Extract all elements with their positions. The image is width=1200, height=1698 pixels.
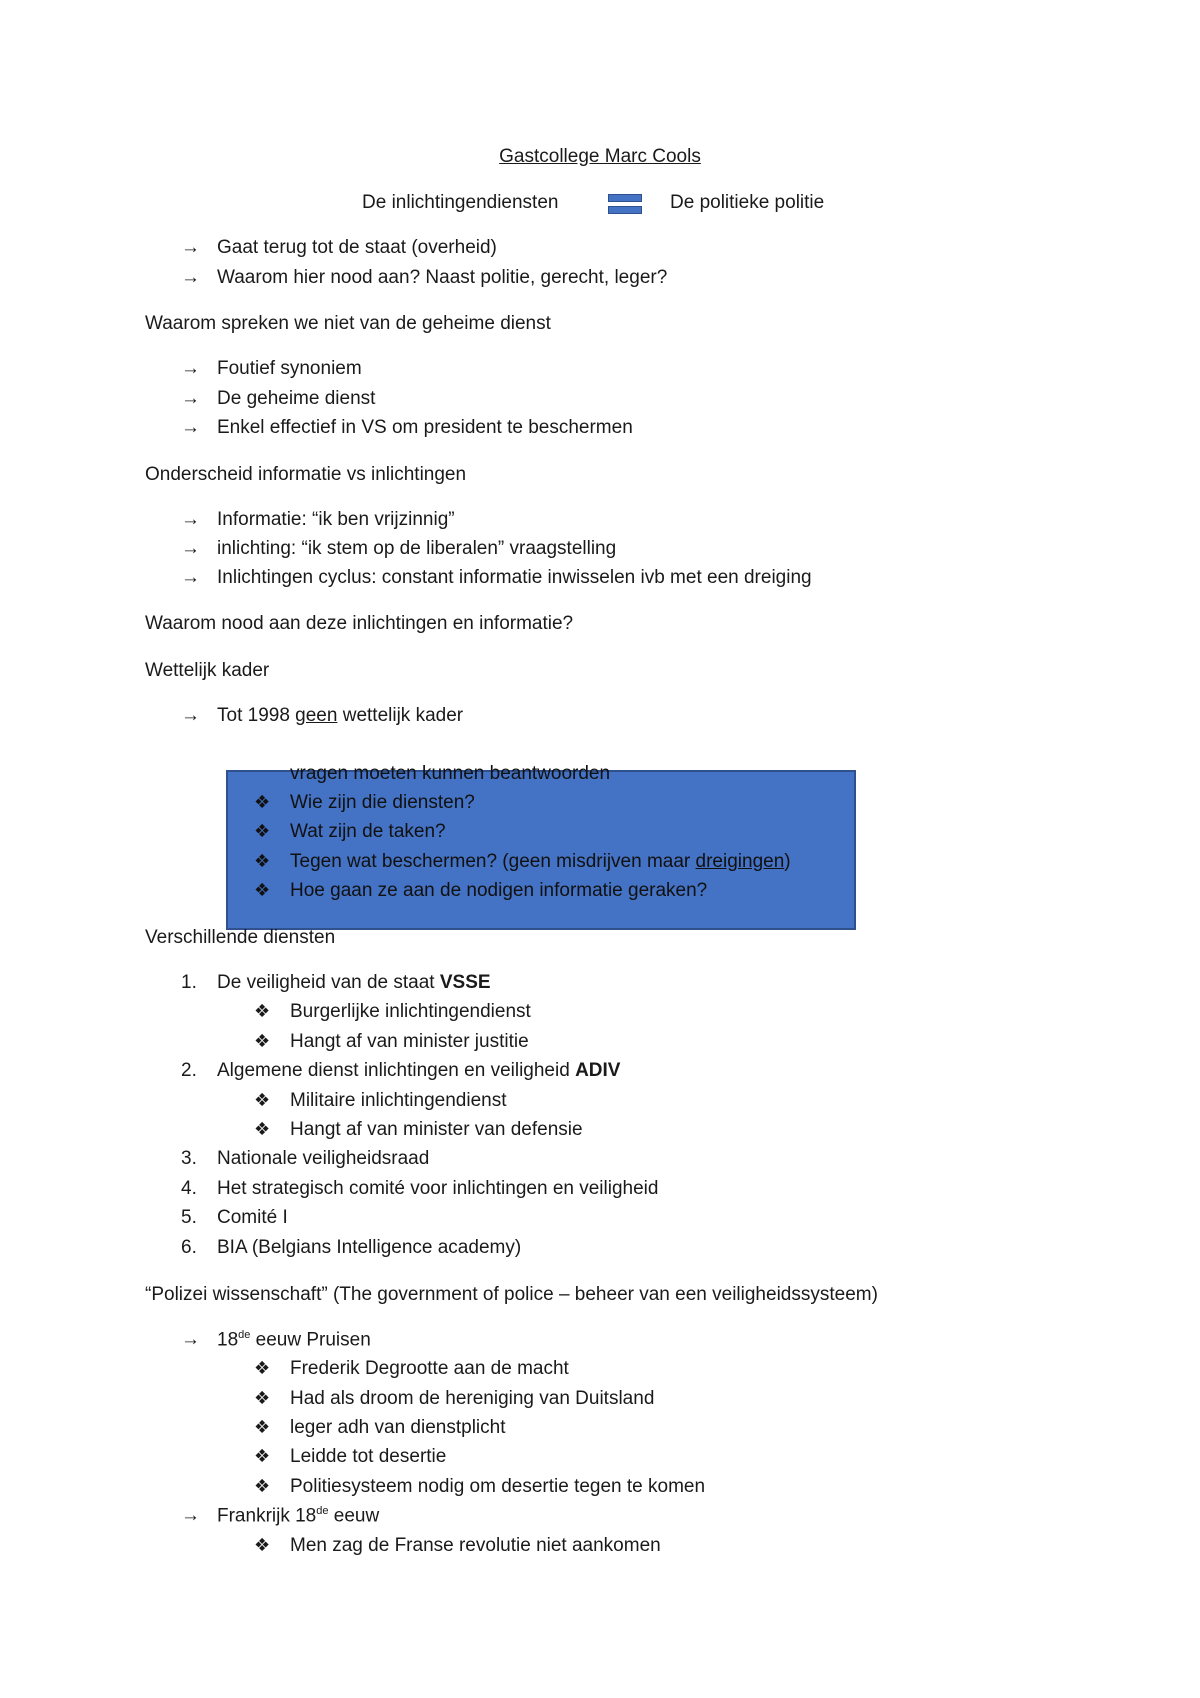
diamond-icon: ❖ xyxy=(254,1001,271,1021)
diamond-icon: ❖ xyxy=(254,1476,271,1496)
section-heading: Wettelijk kader xyxy=(145,660,270,681)
diamond-icon: ❖ xyxy=(254,1446,271,1466)
diamond-icon: ❖ xyxy=(254,880,271,900)
section-heading: Waarom nood aan deze inlichtingen en informatie? xyxy=(145,613,574,634)
arrow-icon: → xyxy=(181,705,200,726)
arrow-icon: → xyxy=(181,1329,200,1350)
diamond-icon: ❖ xyxy=(254,1119,271,1139)
arrow-icon: → xyxy=(181,358,200,379)
diamond-icon: ❖ xyxy=(254,1417,271,1437)
diamond-icon: ❖ xyxy=(254,1358,271,1378)
equation-left: De inlichtingendiensten xyxy=(362,192,559,213)
diamond-icon: ❖ xyxy=(254,851,271,871)
diamond-icon: ❖ xyxy=(254,1535,271,1555)
diamond-icon: ❖ xyxy=(254,1388,271,1408)
diamond-icon: ❖ xyxy=(254,821,271,841)
section-heading: Verschillende diensten xyxy=(145,927,336,948)
arrow-icon: → xyxy=(181,388,200,409)
box-intro: vragen moeten kunnen beantwoorden xyxy=(290,763,611,784)
equals-icon xyxy=(608,194,642,216)
arrow-icon: → xyxy=(181,267,200,288)
arrow-icon: → xyxy=(181,538,200,559)
diamond-icon: ❖ xyxy=(254,1031,271,1051)
section-heading: “Polizei wissenschaft” (The government of police – beheer van een veiligheidssysteem) xyxy=(145,1284,878,1305)
arrow-icon: → xyxy=(181,567,200,588)
arrow-icon: → xyxy=(181,417,200,438)
diamond-icon: ❖ xyxy=(254,1090,271,1110)
equation-row xyxy=(0,190,1200,220)
equation-right: De politieke politie xyxy=(670,192,825,213)
arrow-icon: → xyxy=(181,1505,200,1526)
arrow-icon: → xyxy=(181,237,200,258)
document-page: Gastcollege Marc Cools De inlichtingendiensten De politieke politie → Gaat terug tot de staat (overheid) → Waarom hier nood aan? Naast politie, gerecht, leger? Waarom spreken we niet van de geheime dienst → Foutief synoniem → De geheime dienst → Enkel effectief in VS om president te beschermen Onderscheid informatie vs inlichtingen → Informatie: “ik ben vrijzinnig” → inlichting: “ik stem op de liberalen” vraagstelling → Inlichtingen cyclus: constant informatie inwisselen ivb met een dreiging Waarom nood aan deze inlichtingen en informatie? Wettelijk kader → Tot 1998 geen wettelijk kader vragen moeten kunnen beantwoorden ❖ Wie zijn die diensten? ❖ Wat zijn de taken? ❖ Tegen wat beschermen? (geen misdrijven maar dreigingen) ❖ Hoe gaan ze aan de nodigen informatie geraken? Verschillende diensten 1. De veiligheid van de staat VSSE ❖ Burgerlijke inlichtingendienst ❖ Hangt af van minister justitie 2. Algemene dienst inlichtingen en veiligheid ADIV ❖ Militaire inlichtingendienst ❖ Hangt af van minister van defensie 3. Nationale veiligheidsraad 4. Het strategisch comité voor inlichtingen en veiligheid 5. Comité I 6. BIA (Belgians Intelligence academy) “Polizei wissenschaft” (The government of police – beheer van een veiligheidssysteem) → 18de eeuw Pruisen ❖ Frederik Degrootte aan de macht ❖ Had als droom de hereniging van Duitsland ❖ leger adh van dienstplicht ❖ Leidde tot desertie ❖ Politiesysteem nodig om desertie tegen te komen → Frankrijk 18de eeuw ❖ Men zag de Franse revolutie niet aankomen xyxy=(0,0,1200,1698)
section-heading: Onderscheid informatie vs inlichtingen xyxy=(145,464,467,485)
section-heading: Waarom spreken we niet van de geheime dienst xyxy=(145,313,551,334)
diamond-icon: ❖ xyxy=(254,792,271,812)
arrow-icon: → xyxy=(181,509,200,530)
page-title: Gastcollege Marc Cools xyxy=(499,146,701,167)
